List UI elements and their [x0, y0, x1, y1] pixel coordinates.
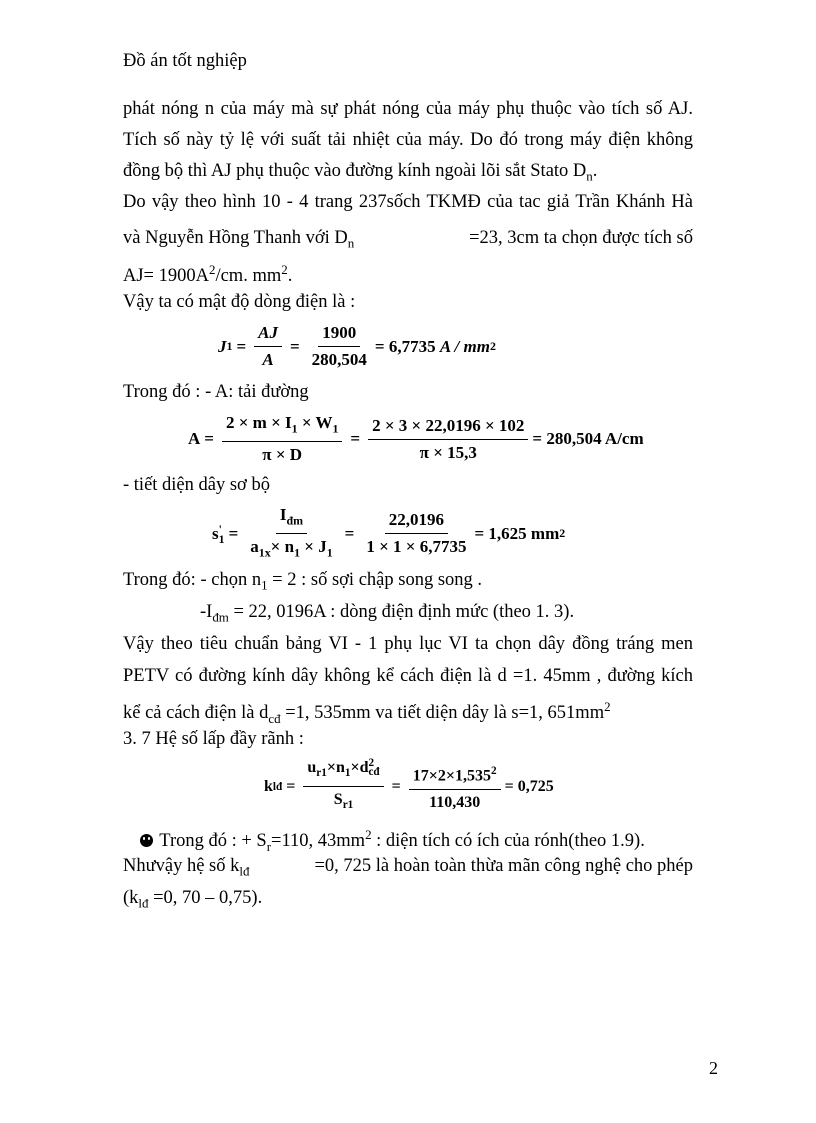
page-number: 2: [709, 1058, 718, 1078]
paragraph-line: Trong đó : - A: tải đường: [123, 382, 309, 402]
paragraph-line: kể cả cách điện là $d_{cđ} =1$, 535mm va tiết diện dây là s=1, $651mm^2$: [123, 699, 611, 726]
paragraph-line: Trong đó: - chọn $n_1 = 2$ : số sợi chập song song .: [123, 570, 483, 593]
paragraph-line: Trong đó : + $S_r=110$, $43mm^2$ : diện tích có ích của rónh(theo 1.9).: [140, 823, 645, 859]
paragraph-line: PETV có đường kính dây không kể cách điện là d =1. 45mm , đường kích: [123, 666, 693, 686]
paragraph-line: Tích số này tỷ lệ với suất tải nhiệt của máy. Do đó trong máy điện không: [123, 130, 693, 150]
paragraph-line: phát nóng n của máy mà sự phát nóng của máy phụ thuộc vào tích số AJ.: [123, 99, 693, 119]
smiley-icon: [140, 834, 153, 847]
paragraph-line: ($k_{lđ} =0$, 70 – 0,75).: [123, 888, 263, 911]
page-header: Đồ án tốt nghiệp: [123, 51, 247, 71]
paragraph-line: Nhưvậy hệ số $k_{lđ}$ =0, 725 là hoàn toàn thừa mãn công nghệ cho phép: [123, 856, 693, 879]
paragraph-line: đồng bộ thì AJ phụ thuộc vào đường kính ngoài lõi sắt Stato $D_n$.: [123, 161, 598, 184]
paragraph-line: - tiết diện dây sơ bộ: [123, 475, 270, 495]
paragraph-line: Vậy ta có mật độ dòng điện là :: [123, 292, 356, 312]
paragraph-line: Do vậy theo hình 10 - 4 trang 237sốch TKMĐ của tac giả Trần Khánh Hà: [123, 192, 693, 212]
paragraph-line: $-I_{đm} = 22$, 0196A : dòng điện định mức (theo 1. 3).: [200, 602, 575, 625]
section-heading: 3. 7 Hệ số lấp đầy rãnh :: [123, 729, 304, 749]
paragraph-line: Vậy theo tiêu chuẩn bảng VI - 1 phụ lục VI ta chọn dây đồng tráng men: [123, 634, 693, 654]
equation-slot-fill-factor: k lđ = $u_{r1}\times n_1\times d$ 2 cđ $S_{r1}$ = $\frac{17\times 2\times 1,535^2}{110,430}$ = 0,725: [264, 757, 554, 812]
equation-wire-cross-section: s ' 1 = $\frac{I_{đm}}{a_{1x}\times n_1 \times J_1}$ = $\frac{22,0196}{1 \times 1 \times 6,7735}$ = 1,625 mm 2: [212, 505, 566, 560]
paragraph-line: $AJ= 1900A^2/cm$. $mm^2$.: [123, 262, 293, 287]
equation-line-load: A = $\frac{2 \times m \times I_1 \times W_1}{\pi \times D}$ = $\frac{2 \times 3 \times 22,0196 \times 102}{\pi \times 15,3}$ = 280,504 A/cm: [188, 413, 644, 465]
paragraph-line: và Nguyễn Hồng Thanh với $D_n$ =23, 3cm ta chọn được tích số: [123, 228, 693, 251]
equation-current-density: J 1 = $\frac{AJ}{A}$ = $\frac{1900}{280,504}$ = 6,7735 A / mm 2: [218, 323, 496, 369]
